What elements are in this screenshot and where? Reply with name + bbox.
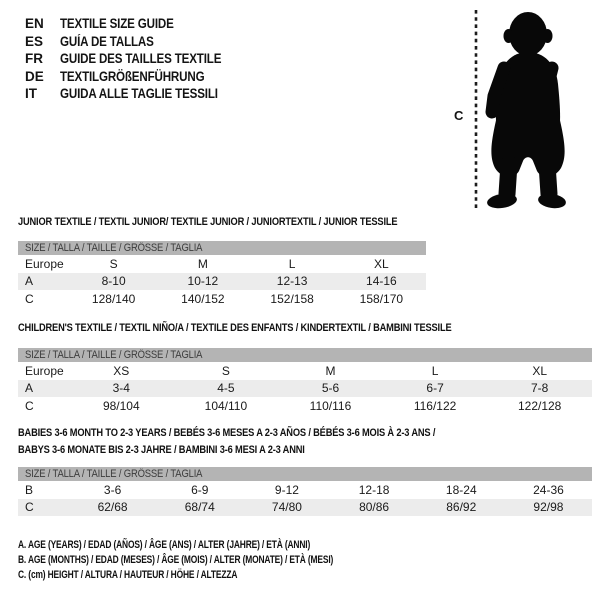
height-cell: 92/98 bbox=[533, 500, 564, 514]
height-cell: 158/170 bbox=[359, 292, 404, 306]
row-label: A bbox=[25, 274, 34, 288]
age-cell: 8-10 bbox=[101, 274, 126, 288]
language-list bbox=[25, 15, 248, 103]
height-measure-figure bbox=[450, 6, 590, 212]
language-label: TEXTILE SIZE GUIDE bbox=[60, 16, 174, 31]
height-cell: 68/74 bbox=[184, 500, 215, 514]
babies-table-title bbox=[18, 425, 503, 458]
language-row-es bbox=[25, 33, 248, 51]
size-cell: M bbox=[197, 257, 208, 271]
height-cell: 104/110 bbox=[204, 399, 248, 413]
size-cell: S bbox=[221, 364, 230, 378]
table-row-age bbox=[18, 380, 592, 397]
size-header-label: SIZE / TALLA / TAILLE / GRÖSSE / TAGLIA bbox=[25, 242, 203, 254]
size-header-label: SIZE / TALLA / TAILLE / GRÖSSE / TAGLIA bbox=[25, 349, 203, 361]
age-cell: 14-16 bbox=[366, 274, 397, 288]
language-code: EN bbox=[25, 16, 44, 31]
height-cell: 80/86 bbox=[359, 500, 390, 514]
note-text: C. (cm) HEIGHT / ALTURA / HAUTEUR / HÖHE / ALTEZZA bbox=[18, 569, 238, 581]
height-cell: 152/158 bbox=[270, 292, 314, 306]
babies-table-header bbox=[18, 467, 592, 481]
children-size-table bbox=[18, 348, 592, 415]
height-cell: 140/152 bbox=[181, 292, 225, 306]
months-cell: 3-6 bbox=[103, 483, 122, 497]
height-measure-label: C bbox=[454, 108, 464, 123]
note-text: A. AGE (YEARS) / EDAD (AÑOS) / ÂGE (ANS) / ALTER (JAHRE) / ETÀ (ANNI) bbox=[18, 539, 311, 551]
language-code: FR bbox=[25, 51, 43, 67]
height-cell: 74/80 bbox=[271, 500, 302, 514]
table-row-europe bbox=[18, 255, 426, 273]
height-cell: 98/104 bbox=[102, 399, 140, 413]
height-cell: 86/92 bbox=[446, 500, 477, 514]
row-label: Europe bbox=[25, 364, 64, 378]
size-cell: XL bbox=[532, 364, 548, 378]
months-cell: 12-18 bbox=[358, 483, 390, 497]
age-cell: 7-8 bbox=[531, 381, 549, 395]
language-label: GUIDE DES TAILLES TEXTILE bbox=[60, 51, 222, 67]
junior-size-table bbox=[18, 241, 426, 308]
babies-table-title-line2: BABYS 3-6 MONATE BIS 2-3 JAHRE / BAMBINI 3-6 MESI A 2-3 ANNI bbox=[18, 443, 305, 456]
junior-table-title-text: JUNIOR TEXTILE / TEXTIL JUNIOR/ TEXTILE JUNIOR / JUNIORTEXTIL / JUNIOR TESSILE bbox=[18, 216, 398, 228]
height-cell: 110/116 bbox=[309, 399, 352, 413]
age-cell: 10-12 bbox=[187, 274, 219, 288]
size-cell: XL bbox=[374, 257, 389, 271]
height-cell: 62/68 bbox=[97, 500, 128, 514]
babies-table-title-line1: BABIES 3-6 MONTH TO 2-3 YEARS / BEBÉS 3-6 MESES A 2-3 AÑOS / BÉBÉS 3-6 MOIS À 2-3 ANS / bbox=[18, 427, 436, 439]
legend-notes bbox=[18, 538, 422, 583]
months-cell: 6-9 bbox=[191, 483, 209, 497]
children-table-title bbox=[18, 320, 522, 337]
row-label: C bbox=[25, 399, 34, 413]
size-cell: L bbox=[288, 257, 296, 271]
row-label: B bbox=[25, 483, 34, 497]
note-height-cm bbox=[18, 568, 422, 583]
age-cell: 3-4 bbox=[112, 381, 130, 395]
age-cell: 12-13 bbox=[276, 274, 308, 288]
junior-table-title bbox=[18, 214, 459, 231]
language-code: DE bbox=[25, 68, 44, 84]
language-label: GUIDA ALLE TAGLIE TESSILI bbox=[60, 86, 218, 102]
toddler-silhouette-graphic bbox=[450, 6, 590, 212]
language-row-de bbox=[25, 68, 248, 86]
age-cell: 5-6 bbox=[321, 381, 340, 395]
note-age-years bbox=[18, 538, 422, 553]
height-cell: 122/128 bbox=[517, 399, 562, 413]
children-table-header bbox=[18, 348, 592, 362]
size-cell: XS bbox=[113, 364, 130, 378]
months-cell: 9-12 bbox=[274, 483, 299, 497]
row-label: C bbox=[25, 292, 34, 306]
babies-size-table bbox=[18, 467, 592, 516]
size-cell: L bbox=[431, 364, 439, 378]
height-cell: 116/122 bbox=[413, 399, 457, 413]
language-code: ES bbox=[25, 33, 44, 49]
note-text: B. AGE (MONTHS) / EDAD (MESES) / ÂGE (MOIS) / ALTER (MONATE) / ETÀ (MESI) bbox=[18, 554, 334, 566]
junior-table-header bbox=[18, 241, 426, 255]
age-cell: 4-5 bbox=[217, 381, 235, 395]
table-row-europe bbox=[18, 362, 592, 380]
toddler-silhouette-icon bbox=[486, 12, 567, 210]
months-cell: 18-24 bbox=[445, 483, 477, 497]
row-label: A bbox=[25, 381, 34, 395]
language-row-it bbox=[25, 85, 248, 103]
months-cell: 24-36 bbox=[533, 483, 564, 497]
size-cell: M bbox=[325, 364, 336, 378]
language-label: GUÍA DE TALLAS bbox=[60, 33, 154, 49]
table-row-age bbox=[18, 273, 426, 290]
language-code: IT bbox=[25, 86, 37, 102]
language-row-fr bbox=[25, 50, 248, 68]
table-row-months bbox=[18, 481, 592, 499]
row-label: C bbox=[25, 500, 34, 514]
table-row-height bbox=[18, 499, 592, 516]
size-header-label: SIZE / TALLA / TAILLE / GRÖSSE / TAGLIA bbox=[25, 468, 203, 480]
children-table-title-text: CHILDREN'S TEXTILE / TEXTIL NIÑO/A / TEXTILE DES ENFANTS / KINDERTEXTIL / BAMBINI TESSILE bbox=[18, 322, 452, 334]
size-cell: S bbox=[109, 257, 118, 271]
language-row-en bbox=[25, 15, 248, 33]
age-cell: 6-7 bbox=[426, 381, 444, 395]
row-label: Europe bbox=[25, 257, 64, 271]
table-row-height bbox=[18, 290, 426, 308]
height-cell: 128/140 bbox=[91, 292, 136, 306]
table-row-height bbox=[18, 397, 592, 415]
note-age-months bbox=[18, 553, 422, 568]
language-label: TEXTILGRÖßENFÜHRUNG bbox=[60, 68, 205, 84]
